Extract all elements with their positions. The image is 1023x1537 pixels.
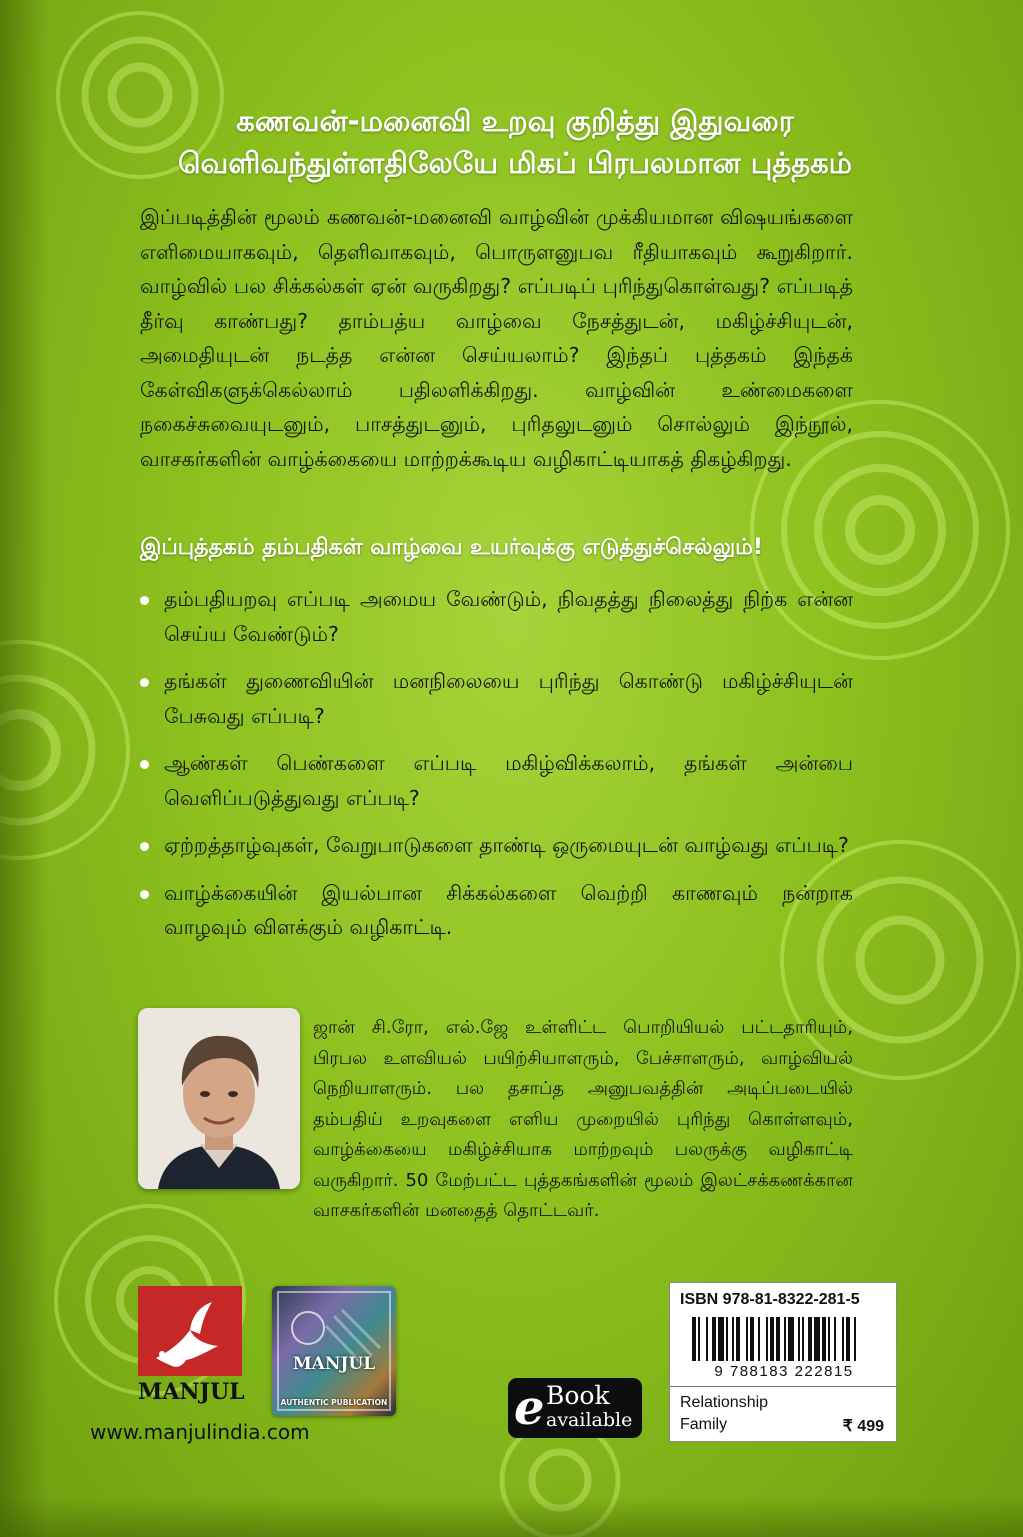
hologram-brand: MANJUL (292, 1354, 376, 1374)
bullet-dot-icon (140, 760, 149, 769)
barcode-bar (746, 1317, 748, 1361)
barcode-bar (808, 1317, 812, 1361)
list-item-text: ஏற்றத்தாழ்வுகள், வேறுபாடுகளை தாண்டி ஒருமையுடன் வாழ்வது எப்படி? (164, 833, 849, 857)
barcode-bar (788, 1317, 794, 1361)
barcode-bar (736, 1317, 740, 1361)
list-item (140, 746, 853, 815)
list-item-text: வாழ்க்கையின் இயல்பான சிக்கல்களை வெற்றி காணவும் நன்றாக வாழவும் விளக்கும் வழிகாட்டி. (164, 880, 853, 939)
book-description: இப்படித்தின் மூலம் கணவன்-மனைவி வாழ்வின் முக்கியமான விஷயங்களை எளிமையாகவும், தெளிவாகவும், பொருளனுபவ ரீதியாகவும் கூறுகிறார். வாழ்வில் பல சிக்கல்கள் ஏன் வருகிறது? எப்படிப் புரிந்துகொள்வது? எப்படித் தீர்வு காண்பது? தாம்பத்ய வாழ்வை நேசத்துடன், மகிழ்ச்சியுடன், அமைதியுடன் நடத்த என்ன செய்யலாம்? இந்தப் புத்தகம் இந்தக் கேள்விகளுக்கெல்லாம் பதிலளிக்கிறது. வாழ்வின் உண்மைகளை நகைச்சுவையுடனும், பாசத்துடனும், புரிதலுடனும் சொல்லும் இந்நூல், வாசகர்களின் வாழ்க்கையை மாற்றக்கூடிய வழிகாட்டியாகத் திகழ்கிறது. (140, 205, 853, 471)
barcode-bar (706, 1317, 708, 1361)
list-item (140, 582, 853, 651)
barcode-digits: 9 788183 222815 (714, 1363, 854, 1380)
ebook-e-letter: e (514, 1380, 545, 1436)
bullet-dot-icon (140, 678, 149, 687)
publisher-logo (138, 1286, 245, 1410)
barcode-bar (784, 1317, 786, 1361)
bullet-dot-icon (140, 596, 149, 605)
bullet-dot-icon (140, 890, 149, 899)
barcode-bar (698, 1317, 700, 1361)
bullet-dot-icon (140, 842, 149, 851)
headline-line-2: வெளிவந்துள்ளதிலேயே மிகப் பிரபலமான புத்தகம் (177, 146, 852, 180)
barcode-bar (758, 1317, 760, 1361)
isbn-number: ISBN 978-81-8322-281-5 (680, 1291, 860, 1308)
bullet-list-heading: இப்புத்தகம் தம்பதிகள் வாழ்வை உயர்வுக்கு எடுத்துச்செல்லும்! (140, 535, 763, 560)
barcode-bar (798, 1317, 800, 1361)
list-item (140, 876, 853, 945)
barcode-bar (834, 1317, 836, 1361)
barcode-bar (732, 1317, 734, 1361)
barcode-bar (718, 1317, 724, 1361)
barcode-bar (750, 1317, 754, 1361)
barcode-bar (828, 1317, 830, 1361)
barcode-bar (776, 1317, 780, 1361)
ebook-available-text: available (546, 1409, 633, 1431)
list-item-text: ஆண்கள் பெண்களை எப்படி மகிழ்விக்கலாம், தங்கள் அன்பை வெளிப்படுத்துவது எப்படி? (164, 751, 853, 810)
barcode-bar (802, 1317, 804, 1361)
barcode-bar (822, 1317, 826, 1361)
category-line-1: Relationship (680, 1394, 769, 1411)
list-item (140, 828, 853, 863)
barcode-bar (766, 1317, 768, 1361)
list-item-text: தங்கள் துணைவியின் மனநிலையை புரிந்து கொண்டு மகிழ்ச்சியுடன் பேசுவது எப்படி? (164, 669, 853, 728)
authenticity-hologram (272, 1286, 396, 1416)
category-line-2: Family (680, 1416, 728, 1433)
barcode-bar (712, 1317, 716, 1361)
barcode-bar (842, 1317, 844, 1361)
spine-shadow (0, 0, 48, 1537)
author-photo (138, 1008, 300, 1189)
bottom-shadow (0, 1497, 1023, 1537)
ebook-available-badge (508, 1378, 642, 1438)
headline (140, 100, 890, 184)
barcode-bar (726, 1317, 728, 1361)
bullet-list (140, 582, 853, 958)
barcode-bar (846, 1317, 850, 1361)
list-item (140, 664, 853, 733)
barcode-bar (854, 1317, 856, 1361)
hologram-caption: AUTHENTIC PUBLICATION (280, 1398, 388, 1407)
isbn-price-box (669, 1282, 897, 1442)
barcode-bar (814, 1317, 820, 1361)
barcode-bar (770, 1317, 774, 1361)
ebook-word: Book (546, 1381, 610, 1410)
headline-line-1: கணவன்-மனைவி உறவு குறித்து இதுவரை (236, 104, 794, 138)
publisher-website: www.manjulindia.com (90, 1420, 310, 1444)
isbn-divider (670, 1386, 896, 1387)
price: ₹ 499 (842, 1418, 884, 1435)
barcode (692, 1317, 888, 1361)
author-bio: ஜான் சி.ரோ, எல்.ஜே உள்ளிட்ட பொறியியல் பட்டதாரியும், பிரபல உளவியல் பயிற்சியாளரும், பேச்சாளரும், வாழ்வியல் நெறியாளரும். பல தசாப்த அனுபவத்தின் அடிப்படையில் தம்பதிய் உறவுகளை எளிய முறையில் புரிந்து கொள்ளவும், வாழ்க்கையை மகிழ்ச்சியாக மாற்றவும் பலருக்கு வழிகாட்டி வருகிறார். 50 மேற்பட்ட புத்தகங்களின் மூலம் இலட்சக்கணக்கான வாசகர்களின் மனதைத் தொட்டவர். (313, 1017, 853, 1221)
publisher-name: MANJUL (138, 1379, 245, 1405)
barcode-bar (692, 1317, 696, 1361)
list-item-text: தம்பதியறவு எப்படி அமைய வேண்டும், நிவதத்து நிலைத்து நிற்க என்ன செய்ய வேண்டும்? (164, 587, 853, 646)
